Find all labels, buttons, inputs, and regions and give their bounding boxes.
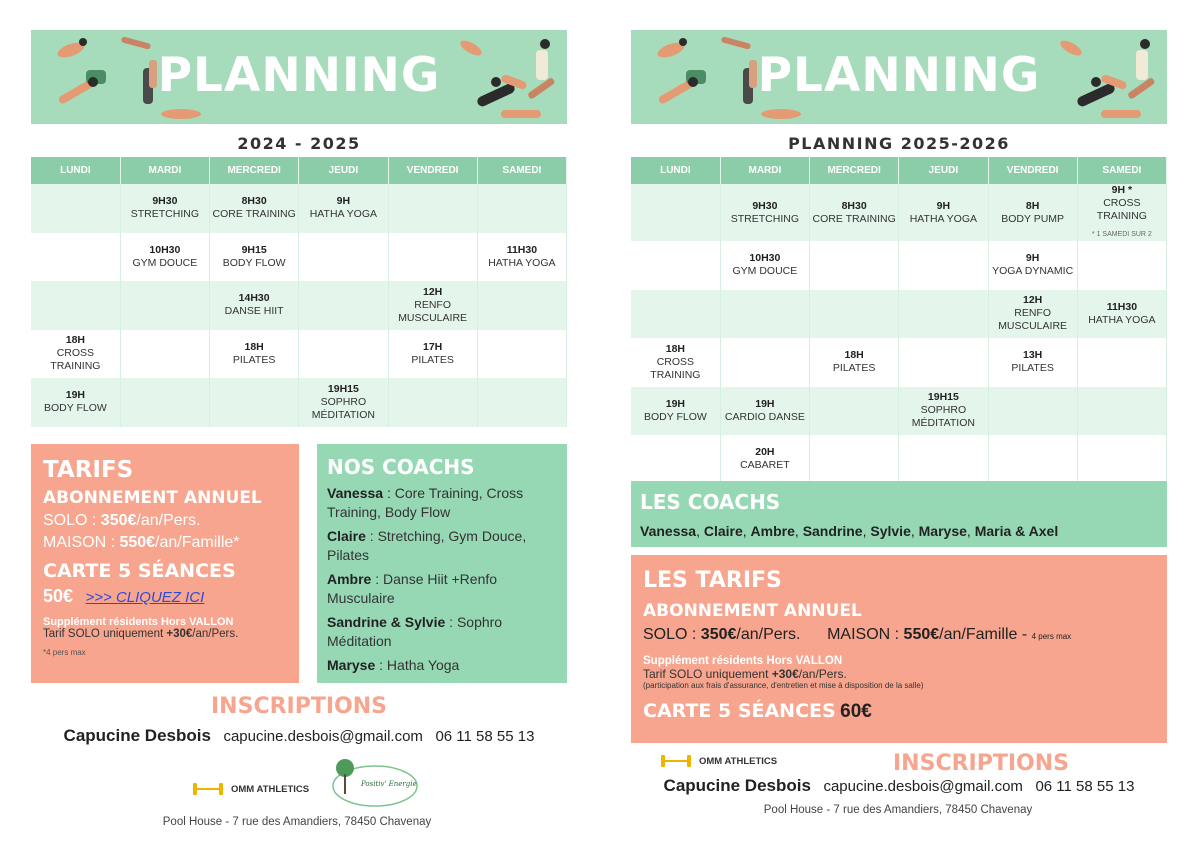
tarifs-footnote: *4 pers max xyxy=(43,648,86,657)
coach-classes: : Core Training, Cross Training, Body Flow xyxy=(327,485,524,520)
class-slot xyxy=(899,184,988,241)
planning-2024-2025-panel xyxy=(31,30,567,828)
class-time: 9H * xyxy=(1111,184,1133,196)
planning-2025-2026-panel xyxy=(631,30,1167,816)
coach-item xyxy=(327,527,557,565)
class-slot xyxy=(477,378,566,427)
class-slot xyxy=(1077,290,1166,339)
class-slot xyxy=(810,387,899,436)
class-slot xyxy=(1077,338,1166,387)
class-slot xyxy=(299,330,388,379)
class-slot xyxy=(810,290,899,339)
class-slot xyxy=(631,184,720,241)
class-slot xyxy=(299,233,388,282)
coach-classes: : Danse Hiit +Renfo Musculaire xyxy=(327,571,498,606)
class-time: 19H15 xyxy=(327,382,359,395)
coach-name: Maryse xyxy=(918,523,967,539)
class-slot xyxy=(810,241,899,290)
class-time: 17H xyxy=(422,340,443,353)
coach-name: Vanessa xyxy=(640,523,697,539)
weekly-schedule-table xyxy=(31,157,567,427)
banner-title: PLANNING xyxy=(157,48,441,103)
class-slot xyxy=(31,330,120,379)
schedule-row xyxy=(631,338,1167,387)
class-name: DANSE HIIT xyxy=(224,305,284,318)
class-note: * 1 SAMEDI SUR 2 xyxy=(1091,231,1152,238)
class-name: CORE TRAINING xyxy=(212,208,296,221)
class-time: 9H xyxy=(936,199,951,212)
coach-name: Ambre xyxy=(327,571,372,587)
banner-title: PLANNING xyxy=(757,48,1041,103)
coachs-title: LES COACHS xyxy=(640,490,781,514)
day-header: LUNDI xyxy=(31,157,120,184)
class-slot xyxy=(1077,241,1166,290)
coach-name: Sandrine & Sylvie xyxy=(327,614,446,630)
class-name: STRETCHING xyxy=(730,212,799,225)
class-time: 11H30 xyxy=(506,243,538,256)
class-name: PILATES xyxy=(1011,362,1054,375)
coachs-box xyxy=(631,481,1167,547)
omm-athletics-logo: OMM ATHLETICS xyxy=(661,755,777,767)
class-slot xyxy=(988,435,1077,484)
class-slot xyxy=(388,330,477,379)
class-slot xyxy=(477,330,566,379)
class-name: HATHA YOGA xyxy=(309,208,378,221)
class-time: 9H xyxy=(1025,252,1040,265)
class-name: HATHA YOGA xyxy=(909,212,978,225)
class-name: PILATES xyxy=(232,353,276,366)
class-slot xyxy=(120,378,209,427)
solo-price: 350€ xyxy=(700,626,737,643)
class-name: BODY FLOW xyxy=(43,402,107,415)
positiv-energie-logo: Positiv' Energie xyxy=(329,758,421,808)
class-slot xyxy=(120,184,209,233)
class-name: CORE TRAINING xyxy=(812,212,896,225)
class-slot xyxy=(299,281,388,330)
class-slot xyxy=(210,378,299,427)
class-time: 19H15 xyxy=(927,391,959,404)
weekly-schedule-table xyxy=(631,157,1167,484)
class-name: SOPHRO MÉDITATION xyxy=(911,404,975,430)
carte-price: 60€ xyxy=(840,701,872,722)
class-slot xyxy=(720,184,809,241)
class-time: 11H30 xyxy=(1106,300,1138,313)
cliquez-ici-link[interactable]: >>> CLIQUEZ ICI xyxy=(85,589,205,606)
class-time: 19H xyxy=(65,389,85,402)
schedule-row xyxy=(31,281,567,330)
solo-price: 350€ xyxy=(100,512,137,529)
day-header: SAMEDI xyxy=(477,157,566,184)
class-name: SOPHRO MÉDITATION xyxy=(311,395,375,421)
supplement-title: Supplément résidents Hors VALLON xyxy=(643,655,843,667)
class-slot xyxy=(988,387,1077,436)
tarifs-title: TARIFS xyxy=(43,457,134,483)
class-slot xyxy=(120,233,209,282)
class-name: RENFO MUSCULAIRE xyxy=(998,307,1068,333)
schedule-row xyxy=(631,290,1167,339)
class-slot xyxy=(899,338,988,387)
planning-banner xyxy=(631,30,1167,124)
coach-name: Sylvie xyxy=(870,523,911,539)
class-time: 13H xyxy=(1022,349,1043,362)
day-header: JEUDI xyxy=(899,157,988,184)
class-slot xyxy=(31,184,120,233)
class-time: 20H xyxy=(755,446,775,459)
class-slot xyxy=(988,241,1077,290)
class-name: CROSS TRAINING xyxy=(650,355,701,381)
class-name: HATHA YOGA xyxy=(488,256,556,269)
maison-price: 550€ xyxy=(903,626,940,643)
class-time: 19H xyxy=(755,397,775,410)
schedule-row xyxy=(631,387,1167,436)
class-name: CROSS TRAINING xyxy=(50,347,101,373)
class-slot xyxy=(720,338,809,387)
solo-price-line: SOLO : 350€/an/Pers. xyxy=(43,512,201,529)
schedule-row xyxy=(31,330,567,379)
class-slot xyxy=(210,330,299,379)
contact-line xyxy=(31,726,567,746)
day-header: MERCREDI xyxy=(810,157,899,184)
dumbbell-icon xyxy=(661,755,691,767)
class-slot xyxy=(720,387,809,436)
class-slot xyxy=(899,241,988,290)
class-slot xyxy=(899,290,988,339)
day-header: MERCREDI xyxy=(210,157,299,184)
class-time: 18H xyxy=(665,342,685,355)
day-header: MARDI xyxy=(720,157,809,184)
tarifs-box xyxy=(31,444,299,683)
class-time: 18H xyxy=(244,340,264,353)
class-slot xyxy=(299,184,388,233)
class-name: YOGA DYNAMIC xyxy=(992,265,1074,278)
class-slot xyxy=(810,338,899,387)
coach-classes: : Stretching, Gym Douce, Pilates xyxy=(327,528,527,563)
class-slot xyxy=(720,435,809,484)
coach-name: Claire xyxy=(327,528,366,544)
day-header: MARDI xyxy=(120,157,209,184)
supplement-title: Supplément résidents Hors VALLON xyxy=(43,616,234,628)
class-name: BODY PUMP xyxy=(1001,212,1065,225)
carte-price: 50€ xyxy=(43,586,74,606)
supplement-line: Tarif SOLO uniquement +30€/an/Pers. xyxy=(43,628,239,640)
carte-heading: CARTE 5 SÉANCES xyxy=(43,560,236,582)
schedule-row xyxy=(631,184,1167,241)
class-name: CABARET xyxy=(740,459,790,472)
class-slot xyxy=(120,330,209,379)
schedule-row xyxy=(31,378,567,427)
class-slot xyxy=(388,378,477,427)
class-slot xyxy=(477,184,566,233)
class-slot xyxy=(720,241,809,290)
coach-classes: : Hatha Yoga xyxy=(375,657,460,673)
coach-names: Vanessa, Claire, Ambre, Sandrine, Sylvie, Maryse, Maria & Axel xyxy=(640,523,1059,539)
class-name: STRETCHING xyxy=(130,208,199,221)
class-slot xyxy=(388,233,477,282)
class-slot xyxy=(31,233,120,282)
class-slot xyxy=(299,378,388,427)
contact-email[interactable]: capucine.desbois@gmail.com xyxy=(223,728,423,745)
schedule-row xyxy=(31,184,567,233)
coach-list xyxy=(327,484,557,675)
class-slot xyxy=(477,233,566,282)
contact-name: Capucine Desbois xyxy=(63,726,211,745)
day-header: LUNDI xyxy=(631,157,720,184)
class-time: 19H xyxy=(665,397,685,410)
abonnement-heading: ABONNEMENT ANNUEL xyxy=(643,601,862,621)
class-slot xyxy=(210,281,299,330)
class-name: GYM DOUCE xyxy=(732,265,798,278)
coach-item xyxy=(327,613,557,651)
carte-line xyxy=(643,700,1155,723)
class-slot xyxy=(720,290,809,339)
class-name: RENFO MUSCULAIRE xyxy=(398,298,468,324)
class-slot xyxy=(120,281,209,330)
carte-line xyxy=(43,584,287,610)
class-time: 9H xyxy=(336,195,351,208)
season-subtitle: 2024 - 2025 xyxy=(237,134,361,153)
planning-banner xyxy=(31,30,567,124)
coach-item xyxy=(327,570,557,608)
class-slot xyxy=(899,387,988,436)
class-name: PILATES xyxy=(411,353,454,366)
tarifs-title: LES TARIFS xyxy=(643,568,782,593)
class-time: 8H30 xyxy=(241,195,267,208)
class-slot xyxy=(899,435,988,484)
class-time: 9H15 xyxy=(241,243,267,256)
address: Pool House - 7 rue des Amandiers, 78450 Chavenay xyxy=(763,804,1033,816)
schedule-row xyxy=(631,435,1167,484)
day-header: SAMEDI xyxy=(1077,157,1166,184)
coach-name: Maria & Axel xyxy=(974,523,1059,539)
class-time: 10H30 xyxy=(749,252,781,265)
class-time: 12H xyxy=(1022,294,1043,307)
class-slot xyxy=(31,281,120,330)
coach-name: Sandrine xyxy=(802,523,863,539)
price-line: SOLO : 350€/an/Pers. MAISON : 550€/an/Famille - 4 pers max xyxy=(643,626,1072,643)
class-slot xyxy=(631,338,720,387)
class-slot xyxy=(810,184,899,241)
class-slot xyxy=(31,378,120,427)
omm-athletics-logo: OMM ATHLETICS xyxy=(193,783,309,795)
season-subtitle: PLANNING 2025-2026 xyxy=(788,134,1010,153)
class-time: 8H xyxy=(1025,199,1040,212)
class-slot xyxy=(1077,184,1166,241)
class-name: CARDIO DANSE xyxy=(724,410,805,423)
maison-price-line: MAISON : 550€/an/Famille* xyxy=(43,534,240,551)
contact-email[interactable]: capucine.desbois@gmail.com xyxy=(823,778,1023,795)
class-name: HATHA YOGA xyxy=(1088,313,1156,326)
abonnement-heading: ABONNEMENT ANNUEL xyxy=(43,488,262,508)
class-slot xyxy=(210,184,299,233)
carte-heading: CARTE 5 SÉANCES xyxy=(643,700,836,722)
class-slot xyxy=(210,233,299,282)
class-slot xyxy=(810,435,899,484)
contact-line xyxy=(631,776,1167,796)
class-slot xyxy=(631,290,720,339)
coachs-box xyxy=(317,444,567,683)
inscriptions-heading: INSCRIPTIONS xyxy=(211,694,387,719)
class-name: BODY FLOW xyxy=(222,256,286,269)
class-slot xyxy=(988,338,1077,387)
class-time: 9H30 xyxy=(752,199,778,212)
coach-classes: : Sophro Méditation xyxy=(327,614,503,649)
class-time: 9H30 xyxy=(152,195,178,208)
day-header: JEUDI xyxy=(299,157,388,184)
coachs-title: NOS COACHS xyxy=(327,455,475,479)
class-name: GYM DOUCE xyxy=(132,256,198,269)
coach-name: Ambre xyxy=(750,523,795,539)
address: Pool House - 7 rue des Amandiers, 78450 Chavenay xyxy=(162,816,432,828)
class-name: BODY FLOW xyxy=(643,410,707,423)
schedule-row xyxy=(31,233,567,282)
class-time: 8H30 xyxy=(841,199,867,212)
class-name: CROSS TRAINING xyxy=(1096,197,1147,222)
contact-phone[interactable]: 06 11 58 55 13 xyxy=(435,728,535,745)
coach-name: Claire xyxy=(703,523,743,539)
class-slot xyxy=(388,281,477,330)
coach-item xyxy=(327,484,557,522)
supplement-line: Tarif SOLO uniquement +30€/an/Pers. xyxy=(643,667,847,681)
inscriptions-heading: INSCRIPTIONS xyxy=(893,751,1069,776)
class-slot xyxy=(631,435,720,484)
schedule-row xyxy=(631,241,1167,290)
tarifs-box xyxy=(631,555,1167,743)
coach-name: Vanessa xyxy=(327,485,384,501)
class-slot xyxy=(988,290,1077,339)
dumbbell-icon xyxy=(193,783,223,795)
supplement-note: (participation aux frais d'assurance, d'entretien et mise à disposition de la salle) xyxy=(643,681,924,690)
contact-phone[interactable]: 06 11 58 55 13 xyxy=(1035,778,1135,795)
day-header: VENDREDI xyxy=(988,157,1077,184)
class-slot xyxy=(1077,387,1166,436)
class-time: 18H xyxy=(844,349,864,362)
class-time: 10H30 xyxy=(149,243,181,256)
day-header: VENDREDI xyxy=(388,157,477,184)
contact-name: Capucine Desbois xyxy=(663,776,811,795)
maison-price: 550€ xyxy=(119,534,156,551)
class-time: 12H xyxy=(422,285,443,298)
class-slot xyxy=(1077,435,1166,484)
coach-item xyxy=(327,656,557,675)
class-time: 18H xyxy=(65,334,85,347)
class-slot xyxy=(477,281,566,330)
class-name: PILATES xyxy=(832,362,876,375)
class-slot xyxy=(388,184,477,233)
class-slot xyxy=(988,184,1077,241)
class-slot xyxy=(631,241,720,290)
class-slot xyxy=(631,387,720,436)
coach-name: Maryse xyxy=(327,657,376,673)
class-time: 14H30 xyxy=(238,292,270,305)
